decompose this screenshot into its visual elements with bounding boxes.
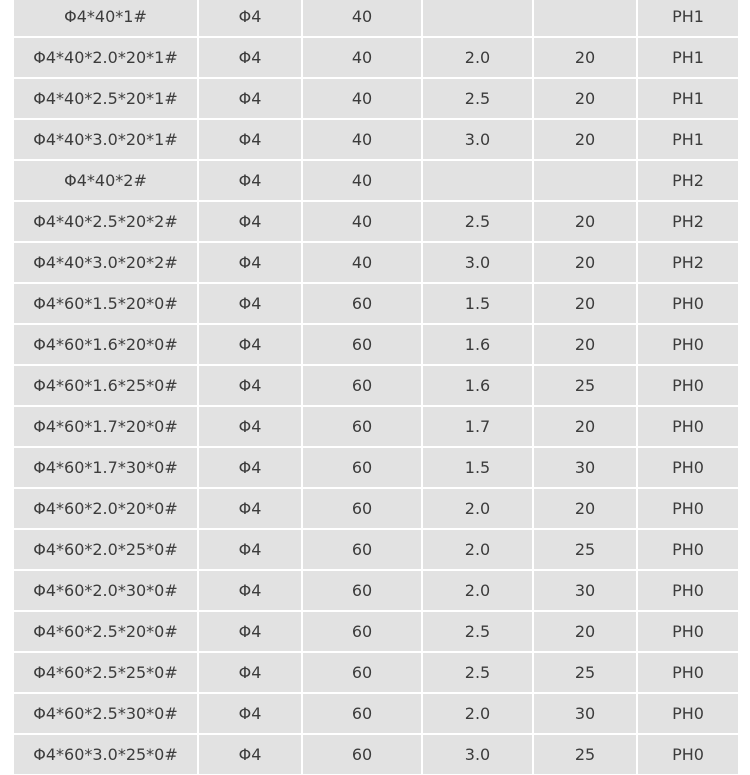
head-type-cell: PH1 xyxy=(637,37,738,78)
size-a-cell: 2.0 xyxy=(422,529,533,570)
diameter-cell: Φ4 xyxy=(198,324,302,365)
head-type-cell: PH2 xyxy=(637,160,738,201)
table-row xyxy=(14,78,738,119)
length-cell: 60 xyxy=(302,652,422,693)
length-cell: 60 xyxy=(302,734,422,774)
table-row xyxy=(14,406,738,447)
head-type-cell: PH0 xyxy=(637,693,738,734)
head-type-cell: PH1 xyxy=(637,0,738,37)
model-cell: Φ4*60*1.6*20*0# xyxy=(14,324,198,365)
table-row xyxy=(14,324,738,365)
length-cell: 40 xyxy=(302,78,422,119)
size-b-cell: 20 xyxy=(533,611,637,652)
size-b-cell: 20 xyxy=(533,406,637,447)
diameter-cell: Φ4 xyxy=(198,529,302,570)
size-b-cell: 25 xyxy=(533,529,637,570)
diameter-cell: Φ4 xyxy=(198,0,302,37)
size-b-cell: 30 xyxy=(533,447,637,488)
size-b-cell: 25 xyxy=(533,734,637,774)
model-cell: Φ4*40*2# xyxy=(14,160,198,201)
size-a-cell xyxy=(422,160,533,201)
size-a-cell: 1.6 xyxy=(422,324,533,365)
model-cell: Φ4*40*2.5*20*2# xyxy=(14,201,198,242)
head-type-cell: PH0 xyxy=(637,447,738,488)
length-cell: 60 xyxy=(302,611,422,652)
model-cell: Φ4*60*2.5*20*0# xyxy=(14,611,198,652)
head-type-cell: PH0 xyxy=(637,365,738,406)
table-row xyxy=(14,119,738,160)
spec-table-body xyxy=(14,0,738,774)
model-cell: Φ4*40*2.0*20*1# xyxy=(14,37,198,78)
model-cell: Φ4*60*3.0*25*0# xyxy=(14,734,198,774)
diameter-cell: Φ4 xyxy=(198,734,302,774)
size-b-cell: 20 xyxy=(533,37,637,78)
table-row xyxy=(14,734,738,774)
length-cell: 60 xyxy=(302,570,422,611)
size-a-cell: 2.5 xyxy=(422,611,533,652)
size-a-cell: 1.5 xyxy=(422,283,533,324)
diameter-cell: Φ4 xyxy=(198,693,302,734)
model-cell: Φ4*60*2.5*30*0# xyxy=(14,693,198,734)
size-a-cell: 1.6 xyxy=(422,365,533,406)
table-row xyxy=(14,611,738,652)
size-b-cell: 20 xyxy=(533,488,637,529)
length-cell: 60 xyxy=(302,488,422,529)
model-cell: Φ4*40*1# xyxy=(14,0,198,37)
diameter-cell: Φ4 xyxy=(198,406,302,447)
head-type-cell: PH0 xyxy=(637,283,738,324)
size-a-cell xyxy=(422,0,533,37)
size-a-cell: 3.0 xyxy=(422,242,533,283)
table-row xyxy=(14,37,738,78)
table-row xyxy=(14,283,738,324)
size-b-cell: 20 xyxy=(533,78,637,119)
size-a-cell: 2.5 xyxy=(422,78,533,119)
size-a-cell: 3.0 xyxy=(422,734,533,774)
model-cell: Φ4*60*2.0*25*0# xyxy=(14,529,198,570)
diameter-cell: Φ4 xyxy=(198,201,302,242)
model-cell: Φ4*60*2.0*20*0# xyxy=(14,488,198,529)
table-row xyxy=(14,529,738,570)
model-cell: Φ4*60*2.5*25*0# xyxy=(14,652,198,693)
length-cell: 60 xyxy=(302,406,422,447)
model-cell: Φ4*40*3.0*20*2# xyxy=(14,242,198,283)
table-row xyxy=(14,447,738,488)
head-type-cell: PH0 xyxy=(637,488,738,529)
diameter-cell: Φ4 xyxy=(198,652,302,693)
head-type-cell: PH0 xyxy=(637,406,738,447)
size-a-cell: 2.5 xyxy=(422,652,533,693)
length-cell: 60 xyxy=(302,529,422,570)
length-cell: 60 xyxy=(302,365,422,406)
spec-table-container xyxy=(14,0,738,774)
head-type-cell: PH0 xyxy=(637,570,738,611)
length-cell: 60 xyxy=(302,693,422,734)
diameter-cell: Φ4 xyxy=(198,570,302,611)
size-b-cell: 25 xyxy=(533,365,637,406)
table-row xyxy=(14,570,738,611)
head-type-cell: PH0 xyxy=(672,745,704,764)
size-a-cell: 2.0 xyxy=(422,693,533,734)
model-cell: Φ4*60*1.7*20*0# xyxy=(14,406,198,447)
length-cell: 40 xyxy=(302,242,422,283)
table-row xyxy=(14,693,738,734)
model-cell: Φ4*40*3.0*20*1# xyxy=(14,119,198,160)
length-cell: 60 xyxy=(302,283,422,324)
head-type-cell: PH0 xyxy=(637,324,738,365)
model-cell: Φ4*60*1.7*30*0# xyxy=(14,447,198,488)
length-cell: 60 xyxy=(302,447,422,488)
diameter-cell: Φ4 xyxy=(198,365,302,406)
length-cell: 40 xyxy=(302,37,422,78)
size-b-cell: 20 xyxy=(533,242,637,283)
diameter-cell: Φ4 xyxy=(198,447,302,488)
size-a-cell: 3.0 xyxy=(422,119,533,160)
table-row xyxy=(14,201,738,242)
size-b-cell: 30 xyxy=(533,570,637,611)
spec-table xyxy=(14,0,738,774)
size-b-cell: 20 xyxy=(533,324,637,365)
size-b-cell xyxy=(533,0,637,37)
size-a-cell: 2.0 xyxy=(422,488,533,529)
table-row xyxy=(14,652,738,693)
size-b-cell: 25 xyxy=(533,652,637,693)
length-cell: 40 xyxy=(302,160,422,201)
diameter-cell: Φ4 xyxy=(198,611,302,652)
size-a-cell: 1.7 xyxy=(422,406,533,447)
size-b-cell xyxy=(533,160,637,201)
table-row xyxy=(14,488,738,529)
size-a-cell: 2.5 xyxy=(422,201,533,242)
head-type-cell: PH0 xyxy=(637,652,738,693)
length-cell: 60 xyxy=(302,324,422,365)
diameter-cell: Φ4 xyxy=(198,37,302,78)
head-type-cell: PH0 xyxy=(637,529,738,570)
size-b-cell: 20 xyxy=(533,283,637,324)
diameter-cell: Φ4 xyxy=(198,119,302,160)
diameter-cell: Φ4 xyxy=(198,488,302,529)
head-type-cell: PH0 xyxy=(637,611,738,652)
size-a-cell: 2.0 xyxy=(422,37,533,78)
diameter-cell: Φ4 xyxy=(198,242,302,283)
model-cell: Φ4*60*1.6*25*0# xyxy=(14,365,198,406)
size-a-cell: 1.5 xyxy=(422,447,533,488)
length-cell: 40 xyxy=(302,0,422,37)
diameter-cell: Φ4 xyxy=(198,78,302,119)
head-type-cell: PH2 xyxy=(637,201,738,242)
table-row xyxy=(14,0,738,37)
diameter-cell: Φ4 xyxy=(198,160,302,201)
head-type-cell: PH1 xyxy=(637,119,738,160)
head-type-cell: PH1 xyxy=(637,78,738,119)
diameter-cell: Φ4 xyxy=(198,283,302,324)
table-row xyxy=(14,365,738,406)
length-cell: 40 xyxy=(302,201,422,242)
model-cell: Φ4*60*1.5*20*0# xyxy=(14,283,198,324)
size-a-cell: 2.0 xyxy=(422,570,533,611)
model-cell: Φ4*40*2.5*20*1# xyxy=(14,78,198,119)
head-type-cell: PH2 xyxy=(637,242,738,283)
size-b-cell: 30 xyxy=(533,693,637,734)
size-b-cell: 20 xyxy=(533,201,637,242)
model-cell: Φ4*60*2.0*30*0# xyxy=(14,570,198,611)
length-cell: 40 xyxy=(302,119,422,160)
table-row xyxy=(14,242,738,283)
table-row xyxy=(14,160,738,201)
size-b-cell: 20 xyxy=(533,119,637,160)
